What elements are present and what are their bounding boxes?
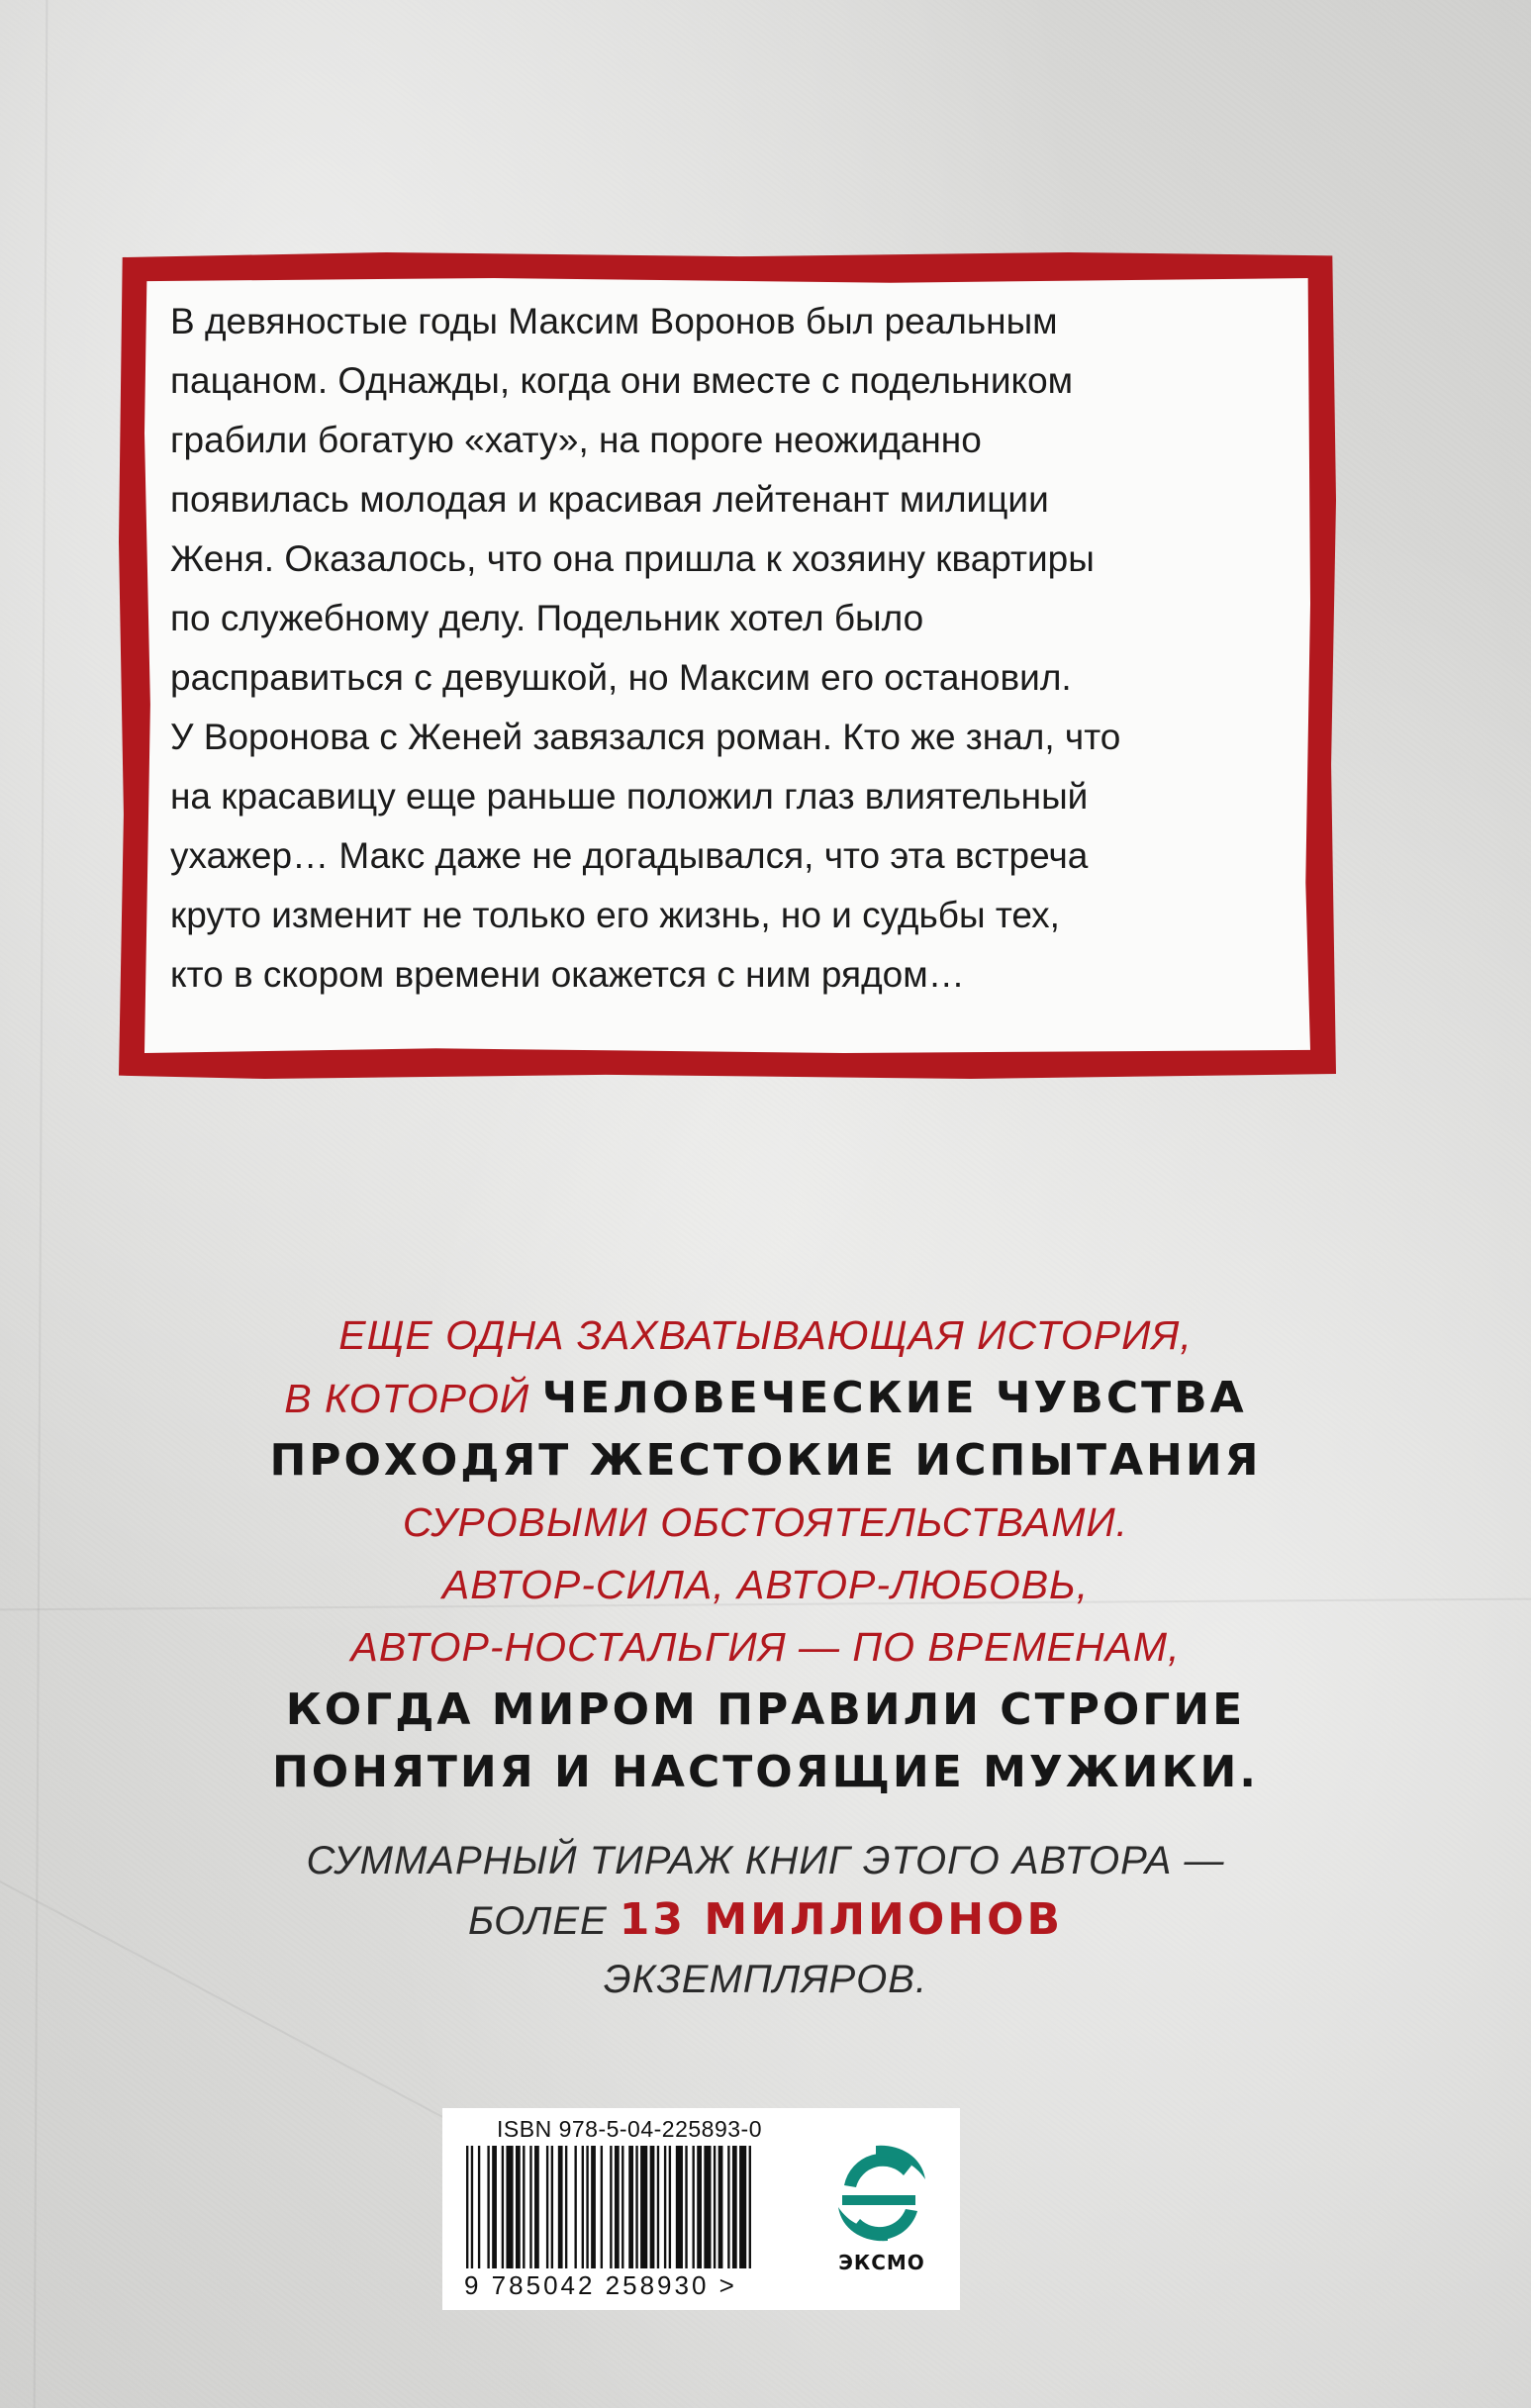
publisher-name: ЭКСМО bbox=[838, 2251, 925, 2274]
barcode-bar bbox=[610, 2146, 612, 2268]
promo-text: ПРОХОДЯТ ЖЕСТОКИЕ ИСПЫТАНИЯ bbox=[269, 1435, 1262, 1486]
barcode-bar bbox=[558, 2146, 563, 2268]
promo-text: АВТОР-НОСТАЛЬГИЯ — ПО ВРЕМЕНАМ, bbox=[350, 1624, 1181, 1670]
barcode-bar bbox=[727, 2146, 729, 2268]
barcode-bar bbox=[487, 2146, 489, 2268]
barcode-bar bbox=[692, 2146, 694, 2268]
barcode-bar bbox=[466, 2146, 468, 2268]
promo-text: СУРОВЫМИ ОБСТОЯТЕЛЬСТВАМИ. bbox=[402, 1499, 1129, 1545]
barcode-bar bbox=[529, 2146, 531, 2268]
barcode-bar bbox=[718, 2146, 723, 2268]
barcode-bar bbox=[697, 2146, 702, 2268]
paper-crease bbox=[34, 0, 48, 2408]
barcode-bar bbox=[523, 2146, 525, 2268]
promo-text: АВТОР-СИЛА, АВТОР-ЛЮБОВЬ, bbox=[441, 1562, 1090, 1607]
promo-text: ЕЩЕ ОДНА ЗАХВАТЫВАЮЩАЯ ИСТОРИЯ, bbox=[338, 1312, 1193, 1358]
barcode-bar bbox=[586, 2146, 588, 2268]
barcode-bar bbox=[591, 2146, 596, 2268]
barcode-bar bbox=[664, 2146, 666, 2268]
promo-line-3 bbox=[0, 1429, 1531, 1492]
barcode-bar bbox=[502, 2146, 504, 2268]
barcode-bar bbox=[739, 2146, 746, 2268]
promo-block bbox=[0, 1304, 1531, 1803]
barcode-bar bbox=[622, 2146, 623, 2268]
circulation-block bbox=[0, 1831, 1531, 2009]
barcode-bar bbox=[534, 2146, 539, 2268]
promo-text: ПОНЯТИЯ И НАСТОЯЩИЕ МУЖИКИ. bbox=[271, 1747, 1259, 1797]
circulation-line-1 bbox=[0, 1831, 1531, 1890]
barcode-bar bbox=[732, 2146, 737, 2268]
circulation-text: ЭКЗЕМПЛЯРОВ. bbox=[603, 1958, 928, 2001]
barcode-bar bbox=[492, 2146, 497, 2268]
promo-line-4 bbox=[0, 1492, 1531, 1554]
circulation-text: БОЛЕЕ bbox=[467, 1899, 620, 1943]
barcode-panel bbox=[442, 2108, 960, 2310]
barcode-bar bbox=[685, 2146, 687, 2268]
barcode-digits: 9 785042 258930 > bbox=[464, 2270, 737, 2300]
eksmo-logo-icon bbox=[813, 2136, 951, 2250]
barcode-bar bbox=[704, 2146, 711, 2268]
barcode-bar bbox=[478, 2146, 480, 2268]
barcode-bar bbox=[676, 2146, 683, 2268]
promo-line-6 bbox=[0, 1616, 1531, 1679]
promo-line-1 bbox=[0, 1304, 1531, 1367]
promo-line-5 bbox=[0, 1554, 1531, 1616]
promo-text: В КОТОРОЙ bbox=[284, 1376, 542, 1421]
promo-line-2 bbox=[0, 1367, 1531, 1429]
barcode-bar bbox=[615, 2146, 620, 2268]
barcode-bar bbox=[471, 2146, 473, 2268]
barcode-bar bbox=[601, 2146, 603, 2268]
promo-line-7 bbox=[0, 1679, 1531, 1741]
promo-text: КОГДА МИРОМ ПРАВИЛИ СТРОГИЕ bbox=[285, 1685, 1246, 1735]
barcode-bar bbox=[640, 2146, 647, 2268]
barcode-bar bbox=[516, 2146, 521, 2268]
barcode-bar bbox=[657, 2146, 659, 2268]
promo-text: ЧЕЛОВЕЧЕСКИЕ ЧУВСТВА bbox=[541, 1373, 1247, 1423]
barcode-bar bbox=[650, 2146, 655, 2268]
promo-line-8 bbox=[0, 1741, 1531, 1803]
barcode-bar bbox=[628, 2146, 633, 2268]
circulation-text: СУММАРНЫЙ ТИРАЖ КНИГ ЭТОГО АВТОРА — bbox=[306, 1839, 1225, 1882]
barcode-bar bbox=[749, 2146, 751, 2268]
barcode-bar bbox=[574, 2146, 576, 2268]
barcode-bar bbox=[506, 2146, 513, 2268]
barcode-bar bbox=[582, 2146, 584, 2268]
publisher-logo bbox=[813, 2136, 951, 2304]
barcode-bar bbox=[551, 2146, 553, 2268]
barcode-bar bbox=[714, 2146, 716, 2268]
barcode-bar bbox=[565, 2146, 567, 2268]
synopsis-text: В девяностые годы Максим Воронов был реальным пацаном. Однажды, когда они вместе с подельником грабили богатую «хату», на пороге неожиданно появилась молодая и красивая лейтенант милиции Женя. Оказалось, что она пришла к хозяину квартиры по служебному делу. Подельник хотел было расправиться с девушкой, но Максим его остановил. У Воронова с Женей завязался роман. Кто же знал, что на красавицу еще раньше положил глаз влиятельный ухажер… Макс даже не догадывался, что эта встреча круто изменит не только его жизнь, но и судьбы тех, кто в скором времени окажется с ним рядом… bbox=[170, 301, 1121, 995]
barcode-icon bbox=[462, 2146, 799, 2272]
circulation-line-3 bbox=[0, 1950, 1531, 2009]
circulation-line-2 bbox=[0, 1890, 1531, 1950]
isbn-label: ISBN 978-5-04-225893-0 bbox=[497, 2116, 762, 2142]
barcode-bar bbox=[546, 2146, 548, 2268]
barcode-bar bbox=[635, 2146, 637, 2268]
circulation-highlight: 13 МИЛЛИОНОВ bbox=[619, 1894, 1064, 1945]
barcode-bar bbox=[669, 2146, 671, 2268]
